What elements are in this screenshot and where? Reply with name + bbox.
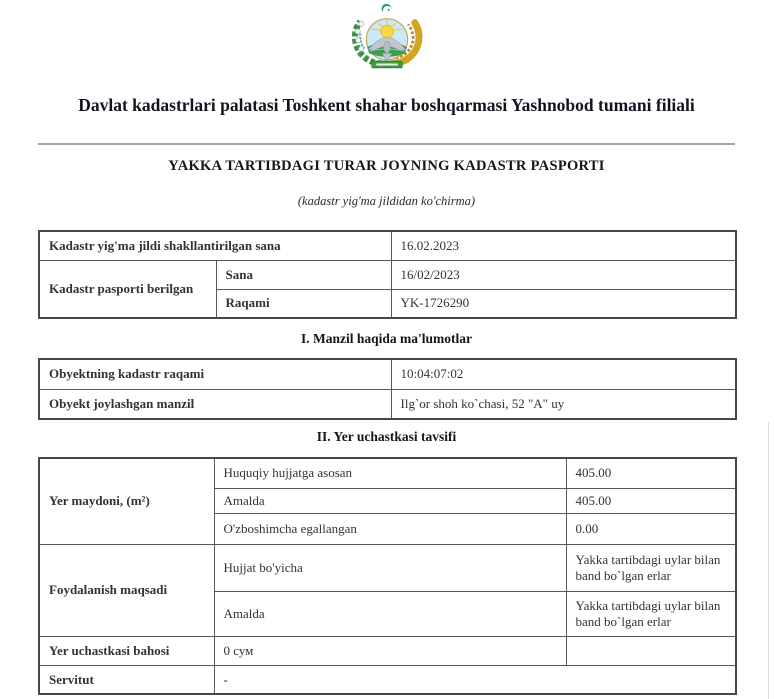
- area-unauthorized-value: 0.00: [566, 513, 736, 544]
- area-actual-value: 405.00: [566, 488, 736, 513]
- emblem-svg: [348, 4, 426, 70]
- cadastre-number-label: Obyektning kadastr raqami: [39, 359, 391, 389]
- area-legal-label: Huquqiy hujjatga asosan: [214, 458, 566, 488]
- servitude-label: Servitut: [39, 665, 214, 694]
- area-actual-label: Amalda: [214, 488, 566, 513]
- purpose-actual-label: Amalda: [214, 591, 566, 636]
- formation-date-value: 16.02.2023: [391, 231, 736, 260]
- table-row: [39, 231, 736, 260]
- document-title: YAKKA TARTIBDAGI TURAR JOYNING KADASTR PASPORTI: [168, 158, 605, 175]
- table-row: [39, 359, 736, 389]
- address-value: Ilg`or shoh ko`chasi, 52 "A" uy: [391, 389, 736, 419]
- issued-number-label: Raqami: [216, 289, 391, 318]
- price-label: Yer uchastkasi bahosi: [39, 636, 214, 665]
- purpose-label: Foydalanish maqsadi: [39, 544, 214, 636]
- purpose-document-label: Hujjat bo'yicha: [214, 544, 566, 591]
- document-subtitle: (kadastr yig'ma jildidan ko'chirma): [297, 194, 476, 209]
- table-row: [39, 636, 736, 665]
- table-row: [39, 458, 736, 488]
- issued-date-label: Sana: [216, 260, 391, 289]
- servitude-value: -: [214, 665, 736, 694]
- address-label: Obyekt joylashgan manzil: [39, 389, 391, 419]
- price-value: 0 сум: [214, 636, 566, 665]
- section-heading-land: II. Yer uchastkasi tavsifi: [316, 429, 457, 445]
- table-row: [39, 260, 736, 289]
- document-content: [38, 0, 735, 695]
- organization-title: Davlat kadastrlari palatasi Toshkent shahar boshqarmasi Yashnobod tumani filiali: [78, 95, 695, 115]
- address-table: [38, 358, 737, 420]
- issued-number-value: YK-1726290: [391, 289, 736, 318]
- issued-label: Kadastr pasporti berilgan: [39, 260, 216, 318]
- purpose-document-value: Yakka tartibdagi uylar bilan band bo`lgan erlar: [566, 544, 736, 591]
- land-details-table: [38, 457, 737, 695]
- cadastre-number-value: 10:04:07:02: [391, 359, 736, 389]
- area-unauthorized-label: O'zboshimcha egallangan: [214, 513, 566, 544]
- price-empty-cell: [566, 636, 736, 665]
- table-row: [39, 544, 736, 591]
- passport-info-table: [38, 230, 737, 319]
- area-legal-value: 405.00: [566, 458, 736, 488]
- table-row: [39, 665, 736, 694]
- uzbekistan-coat-of-arms-icon: [348, 4, 426, 70]
- purpose-actual-value: Yakka tartibdagi uylar bilan band bo`lgan erlar: [566, 591, 736, 636]
- page-edge-line: [768, 422, 769, 699]
- header-divider: [38, 143, 735, 145]
- issued-date-value: 16/02/2023: [391, 260, 736, 289]
- area-label: Yer maydoni, (m²): [39, 458, 214, 544]
- formation-date-label: Kadastr yig'ma jildi shakllantirilgan sana: [39, 231, 391, 260]
- table-row: [39, 389, 736, 419]
- section-heading-address: I. Manzil haqida ma'lumotlar: [300, 331, 472, 347]
